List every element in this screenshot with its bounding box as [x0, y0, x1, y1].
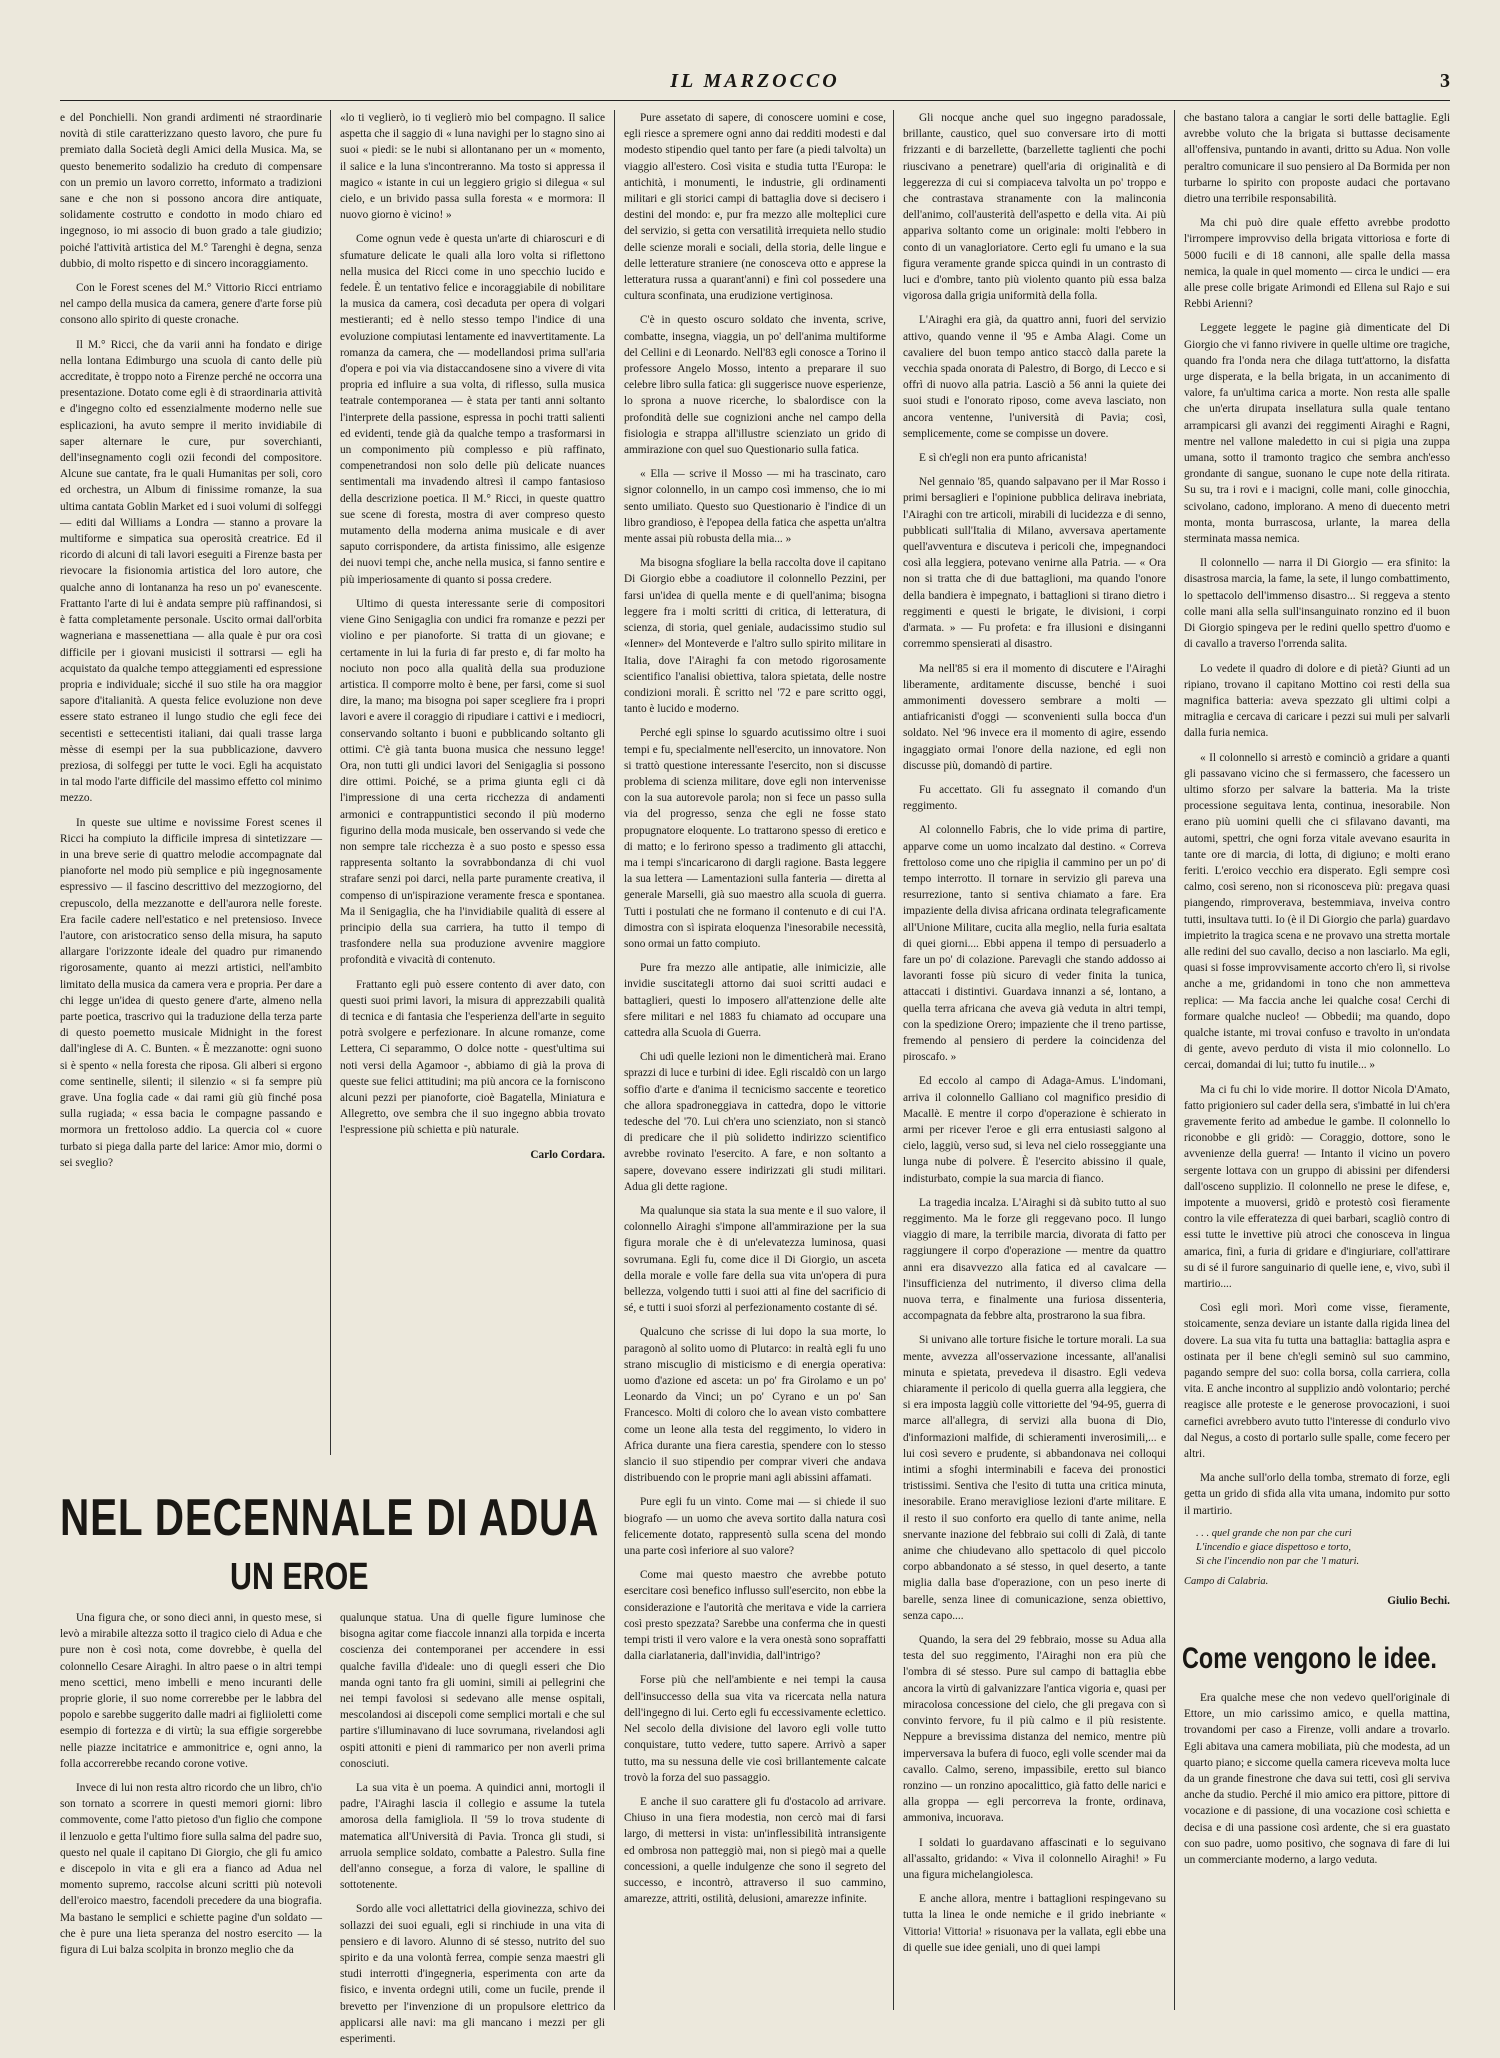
paragraph: Come mai questo maestro che avrebbe potuto esercitare così benefico influsso sull'esercito, non ebbe la considerazione e l'autorità che meritava e vide la carriera così presto spezzata? Sarebbe una conferma che in questi tempi tristi il vero valore e la vera onestà sono sopraffatti dalla ciarlataneria, dall'invidia, dall'intrigo? [624, 1569, 886, 1663]
paragraph: La sua vita è un poema. A quindici anni, mortogli il padre, l'Airaghi lascia il collegio e assume la tutela amorosa della famigliola. Il '59 lo trova studente di matematica all'Università di Pavia. Tronca gli studi, si arruola semplice soldato, combatte a Palestro. Sulla fine dell'anno consegue, a forza di valore, le spalline di sottotenente. [340, 1782, 605, 1892]
paragraph: Si univano alle torture fisiche le torture morali. La sua mente, avvezza all'osservazione incessante, all'analisi minuta e spietata, prevedeva il disastro. Egli vedeva chiaramente il pericolo di quella guerra alla leggiera, che si era imposta laggiù colle vittoriette del '94-95, guerra di marce all'allegra, di servizi alla buona di Dio, d'informazioni malfide, di schieramenti inverosimili,... e lui così severo e prudente, si abbandonava nei colloqui intimi a sfoghi interminabili e faceva dei pronostici tristissimi. Sentiva che l'esito di tutta una critica minuta, inesorabile. Erano meravigliose lezioni d'arte militare. E il resto il suo conforto era quello di tante anime, nella snervante inazione del febbraio sui colli di Zalà, di tante anime che chiudevano allo spettacolo di quel piccolo corpo abbandonato a sé stesso, in quel deserto, a tante miglia dalla base d'operazione, con un peso inerte di barelle, senza linee di comunicazione, senza obiettivo, senza capo.... [903, 1334, 1166, 1622]
paragraph: Ma bisogna sfogliare la bella raccolta dove il capitano Di Giorgio ebbe a coadiutore il colonnello Pezzini, per farsi un'idea di quella mente e di quell'anima; bisogna leggere fra i molti scritti di critica, di letteratura, di scienza, di storia, quel geniale, audacissimo studio sul «Ienner» del Monteverde e l'altro sullo spirito militare in Italia, dove l'Airaghi fa con metodo rigorosamente scientifico l'analisi obiettiva, talora spietata, delle nostre condizioni morali. È scritto nel '72 e pare scritto oggi, tanto è lucido e moderno. [624, 557, 886, 716]
paragraph: Il colonnello — narra il Di Giorgio — era sfinito: la disastrosa marcia, la fame, la sete, il lungo combattimento, lo spettacolo dell'immenso disastro... Si reggeva a stento colle mani alla sella sull'insanguinato ronzino ed il buon Di Giorgio spingeva per le redini quello spettro d'uomo e di cavallo a traverso l'orrenda salita. [1184, 557, 1450, 651]
paragraph: Quando, la sera del 29 febbraio, mosse su Adua alla testa del suo reggimento, l'Airaghi non era più che l'ombra di sé stesso. Pure sul campo di battaglia ebbe ancora la virtù di galvanizzare l'antica vigoria e, quasi per miracolosa concessione del cielo, che gli pregava con sì convinto fervore, fu il più calmo e il più resistente. Neppure a brevissima distanza del nemico, mentre più imperversava la bufera di fuoco, egli volle scender mai da cavallo. Calmo, sereno, impassibile, eretto sul bianco ronzino — un ronzino apocalittico, già fatto delle narici e alla groppa — egli percorreva la fronte, ordinava, ammoniva, incuorava. [903, 1634, 1166, 1825]
verse-line: L'incendio e giace dispettoso e torto, [1196, 1541, 1352, 1553]
paragraph: C'è in questo oscuro soldato che inventa, scrive, combatte, insegna, viaggia, un po' dell'anima multiforme del Cellini e di Leonardo. Nell'83 egli conosce a Torino il professore Angelo Mosso, intento a preparare il suo celebre libro sulla fatica: gli suggerisce nuove esperienze, lo sprona a nuove ricerche, lo sbalordisce con la profondità delle sue cognizioni anche nel campo della fisiologia e strappa all'illustre scienziato un grido di ammirazione con quel suo Questionario sulla fatica. [624, 314, 886, 457]
place-line: Campo di Calabria. [1184, 1575, 1269, 1587]
idee-column [1184, 1690, 1450, 2030]
paragraph: Pure assetato di sapere, di conoscere uomini e cose, egli riesce a spremere ogni anno dai redditi modesti e dal modesto stipendio quel tanto per fare (a piedi talvolta) un viaggio all'estero. Così visita e studia tutta l'Europa: le antichità, i monumenti, le industrie, gli ordinamenti militari e gli storici campi di battaglia dove si decisero i destini del mondo: e, pur fra mezzo alle molteplici cure del servizio, si getta con versatilità irrequieta nello studio delle scienze morali e sociali, della storia, delle lingue e delle letterature straniere (ne conosceva otto e apprese la letteratura russa a quarant'anni) e finì col possedere una cultura sconfinata, una erudizione vertiginosa. [624, 112, 886, 303]
paragraph: E anche il suo carattere gli fu d'ostacolo ad arrivare. Chiuso in una fiera modestia, non cercò mai di farsi largo, di mettersi in vista: un'inflessibilità intransigente ed ombrosa non patteggiò mai, non si piegò mai a quelle concessioni, a quelle indulgenze che sono il segreto del successo, e incontrò, attraverso il suo cammino, amarezze, attriti, ostilità, delusioni, amarezze infinite. [624, 1795, 886, 1906]
paragraph: Pure fra mezzo alle antipatie, alle inimicizie, alle invidie suscitategli attorno dai suoi scritti audaci e battaglieri, questi lo imposero all'attenzione delle alte sfere militari e nel 1883 fu chiamato ad occupare una cattedra alla Scuola di Guerra. [624, 962, 886, 1039]
paragraph: Leggete leggete le pagine già dimenticate del Di Giorgio che vi fanno rivivere in quelle ultime ore tragiche, quando fra l'onda nera che dilaga tutt'attorno, la disfatta urge disperata, e la bella brigata, in un accanimento di valore, fa un'ultima carica a morte. Non resta alle spalle che un'erta dirupata insellatura sulla quale tentano arrampicarsi gli avanzi dei reggimenti Airaghi e Ragni, mentre nel vallone maledetto in cui si pigia una zuppa umana, sotto il tramonto tragico che sembra anch'esso grondante di sangue, suonano le cupe note della ritirata. Su su, tra i rovi e i macigni, colle mani, colle ginocchia, scivolano, cadono, implorano. A meno di duecento metri monta, monta burrascosa, urlante, la marea della sterminata massa nemica. [1184, 322, 1450, 546]
article-column-3 [624, 110, 886, 2000]
paragraph: Il M.° Ricci, che da varii anni ha fondato e dirige nella lontana Edimburgo una scuola di canto delle più accreditate, è troppo noto a Firenze perché ne occorra una presentazione. Dotato come egli è di straordinaria attività e d'ingegno colto ed essenzialmente moderno nelle sue esplicazioni, ha avuto sempre il merito invidiabile di saper alternare le cure, pur soverchianti, dell'insegnamento cogli ozii fecondi del compositore. Alcune sue cantate, fra le quali Humanitas per soli, coro ed orchestra, un Album di finissime romanze, la sua ultima cantata Goblin Market ed i suoi volumi di solfeggi — editi dal Williams a Londra — stanno a provare la multiforme e simpatica sua operosità creatrice. Ed il ricordo di alcuni di tali lavori eseguiti a Firenze basta per rievocare la fisionomia artistica del loro autore, che qualche anno di lontananza ha reso un po' evanescente. Frattanto l'arte di lui è andata sempre più raffinandosi, si è fatta completamente personale. Uscito ormai dall'orbita wagneriana e massenettiana — alla quale è pur ora così difficile per i giovani musicisti il sottrarsi — egli ha acquistato da qualche tempo atteggiamenti ed espressione propria e individuale; sicché il suo stile ha ora maggior sapore d'italianità. A questa felice evoluzione non deve essere stato estraneo il lungo studio che egli fece dei secentisti e settecentisti italiani, dai quali trasse larga mèsse di esempi per la sua pubblicazione, davvero preziosa, di solfeggi per tutte le voci. Egli ha acquistato in tal modo l'arte difficile del massimo effetto col minimo mezzo. [60, 338, 322, 805]
paragraph: Ultimo di questa interessante serie di compositori viene Gino Senigaglia con undici fra romanze e pezzi per violino e per pianoforte. Si tratta di un giovane; e certamente in lui la furia di far presto e, di far molto ha nociuto non poco alla qualità della sua produzione artistica. Il comporre molto è bene, per farsi, come si suol dire, la mano; ma bisogna poi saper scegliere fra i propri lavori e avere il coraggio di ripudiare i cattivi e i mediocri, conservando soltanto i buoni e pubblicando soltanto gli ottimi. C'è già tanta buona musica che nessuno legge! Ora, non tutti gli undici lavori del Senigaglia si possono dire ottimi. Poiché, se a prima giunta egli ci dà l'impressione di una certa ricchezza di andamenti armonici e contrappuntistici secondo il più moderno figurino della moda musicale, ben osservando si vede che non sempre tale ricchezza è a suo posto e spesso essa rappresenta soltanto la sovrabbondanza di chi vuol strafare senzi poi darci, nella parte puramente creativa, il compenso di un'ispirazione veramente fresca e spontanea. Ma il Senigaglia, che ha l'invidiabile qualità di essere al principio della sua carriera, ha tutto il tempo di trasfondere nella sua produzione avvenire maggiore profondità e vivacità di contenuto. [340, 597, 605, 967]
page-number: 3 [1440, 70, 1450, 92]
paragraph: Perché egli spinse lo sguardo acutissimo oltre i suoi tempi e fu, specialmente nell'esercito, un innovatore. Non si trattò questione interessante l'esercito, non si discusse problema di scienza militare, dove egli non intervenisse con la sua autorevole parola; non si fece un passo sulla via del progresso, senza che egli ne fosse stato propugnatore eloquente. Lo trattarono spesso di eretico e di matto; e lo ferirono spesso a tradimento gli attacchi, ma i tempi s'incaricarono di dargli ragione. Basta leggere la sua lettera — Lamentazioni sulla fanteria — diretta al generale Marselli, già suo maestro alla scuola di guerra. Tutti i postulati che ne formano il contenuto e di cui l'A. dimostra con sì ispirata eloquenza l'inesorabile necessità, sono ormai un fatto compiuto. [624, 727, 886, 950]
paragraph: «lo ti veglierò, io ti veglierò mio bel compagno. Il salice aspetta che il saggio di « luna navighi per lo stagno sino ai suoi « piedi: se le nubi si allontanano per un « momento, il salice e la luna s'incontreranno. Ma tosto si appressa il magico « istante in cui un leggiero grigio si dilegua « sul cielo, e un brivido passa sulla foresta « e mormora: Il nuovo giorno è vicino! » [340, 112, 605, 222]
paragraph: Al colonnello Fabris, che lo vide prima di partire, apparve come un uomo incalzato dal destino. « Correva frettoloso come uno che ripiglia il cammino per un po' di tempo interrotto. Il tornare in servizio gli pareva una resurrezione, tanto si sentiva chiamato a fare. Era impaziente della divisa africana ordinata telegraficamente all'Unione Militare, cucita alla meglio, nella furia esaltata di quei giorni.... Ebbi appena il tempo di persuaderlo a fare un po' di colazione. Parevagli che stando addosso ai lavoranti fosse più sicuro di veder finita la tunica, attaccati i distintivi. Guardava innanzi a sé, lontano, a quella terra africana che aveva già veduta in altri tempi, con la spedizione Orero; impaziente che il treno partisse, fremendo al pensiero di perdere la coincidenza del piroscafo. » [903, 824, 1166, 1064]
paragraph: « Il colonnello si arrestò e cominciò a gridare a quanti gli passavano vicino che si fermassero, che facessero un ultimo sforzo per salvare la batteria. Ma la triste processione seguitava lenta, continua, inesorabile. Non erano più uomini quelli che ci sfilavano davanti, ma automi, spettri, che ogni forza vitale avevano esaurita in tante ore di marcia, di lotta, di digiuno; e molti erano feriti. L'eroico vecchio era disperato. Egli sempre così calmo, così sereno, non si riconosceva più: pregava quasi piangendo, rimproverava, bestemmiava, inveiva contro tutti, insultava tutti. Io (è il Di Giorgio che parla) guardavo impietrito la tragica scena e ne provavo una stretta mortale alle redini del suo cavallo, deciso a non lasciarlo. Ma egli, quasi si fosse improvvisamente accorto ch'ero lì, si rivolse anche a me, gridandomi in tono che non ammetteva replica: — Ma faccia anche lei qualche cosa! Cerchi di formare qualche nucleo! — Obbedii; ma quando, dopo qualche istante, mi trovai confuso e travolto in un'ondata di gente, avevo perduto di vista il mio colonnello. Lo cercai, domandai di lui; tutto fu inutile... » [1184, 751, 1450, 1072]
paragraph: Ma nell'85 si era il momento di discutere e l'Airaghi liberamente, arditamente discusse, benché i suoi ammonimenti dovessero sembrare a molti — antiafricanisti d'oggi — sconvenienti sulla bocca d'un soldato. Nel '96 invece era il momento di agire, essendo ingaggiato ormai l'onore della nazione, ed egli non discusse più, domandò di partire. [903, 662, 1166, 772]
column-divider [614, 110, 615, 2010]
paragraph: L'Airaghi era già, da quattro anni, fuori del servizio attivo, quando venne il '95 e Amba Alagi. Come un cavaliere del buon tempo antico staccò dalla parete la vecchia spada onorata di Palestro, di Borgo, di Lecco e si offrì di nuovo alla patria. Lasciò a 56 anni la quiete dei suoi studi e l'onorato riposo, come aveva lasciato, non ancora ventenne, l'università di Pavia; così, semplicemente, come se compisse un dovere. [903, 314, 1166, 440]
verse-line: Sì che l'incendio non par che 'l maturi. [1196, 1555, 1360, 1567]
paragraph: I soldati lo guardavano affascinati e lo seguivano all'assalto, gridando: « Viva il colonnello Airaghi! » Fu una figura michelangiolesca. [903, 1836, 1166, 1881]
headline-sub: UN EROE [230, 1556, 369, 1598]
paragraph: La tragedia incalza. L'Airaghi si dà subito tutto al suo reggimento. Ma le forze gli reggevano poco. Il lungo viaggio di mare, la terribile marcia, divorata di fatto per raggiungere il corpo d'operazione — mentre da quattro anni era disavvezzo alla fatica ed al cavalcare — l'insufficienza del nutrimento, il diverso clima della nuova terra, e finalmente una furiosa dissenteria, accompagnata da febbre alta, prostrarono la sua fibra. [903, 1196, 1166, 1323]
paragraph: e del Ponchielli. Non grandi ardimenti né straordinarie novità di stile caratterizzano questo lavoro, che pure fu premiato dalla Società degli Amici della Musica. Ma, se questo benemerito sodalizio ha creduto di compensare con un premio un lavoro corretto, informato a tradizioni sane e che non si possono ancora dire antiquate, solidamente costrutto e condotto in modo chiaro ed ingegnoso, io mi associo di buon grado a tale giudizio; poiché l'attività artistica del M.° Tarenghi è degna, senza dubbio, di molto rispetto e di sincero incoraggiamento. [60, 112, 322, 270]
paragraph: Ma qualunque sia stata la sua mente e il suo valore, il colonnello Airaghi s'impone all'ammirazione per la sua figura morale che è di un'elevatezza luminosa, quasi sovrumana. Egli fu, come dice il Di Giorgio, un asceta della morale e volle fare della sua vita un'opera di pura bellezza, volgendo tutti i suoi atti al fine del sacrificio di sé, e tutti i suoi sforzi al perfezionamento costante di sé. [624, 1205, 886, 1315]
paragraph: « Ella — scrive il Mosso — mi ha trascinato, caro signor colonnello, in un campo così immenso, che io mi sento umiliato. Questo suo Questionario è l'indice di un libro grandioso, è l'epopea della fatica che aspetta un'altra mente assai più robusta della mia... » [624, 468, 886, 546]
author-signature: Carlo Cordara. [530, 1148, 605, 1161]
paragraph: Nel gennaio '85, quando salpavano per il Mar Rosso i primi bersaglieri e l'opinione pubblica delirava inebriata, l'Airaghi con tre articoli, mirabili di lucidezza e di senno, pubblicati sull'Italia di Milano, avversava apertamente quell'avventura e discuteva i pericoli che, impegnandoci così alla leggiera, potevano venirne alla Patria. — « Ora non si tratta che di due battaglioni, ma quando l'onore della bandiera è impegnato, i battaglioni si tirano dietro i reggimenti e questi le brigate, le divisioni, i corpi d'armata. » — Fu profeta: e fra illusioni e disinganni corremmo spensierati al disastro. [903, 476, 1166, 651]
paragraph: Forse più che nell'ambiente e nei tempi la causa dell'insuccesso della sua vita va ricercata nella natura dell'ingegno di lui. Certo egli fu eccessivamente eclettico. Nel secolo della divisione del lavoro egli volle tutto conquistare, tutto vedere, tutto sapere. Arrivò a saper tutto, ma su nessuna delle vie così brillantemente calcate trovò la forza del suo passaggio. [624, 1674, 886, 1784]
paragraph: Con le Forest scenes del M.° Vittorio Ricci entriamo nel campo della musica da camera, genere d'arte forse più consono allo spirito di queste cronache. [60, 282, 322, 327]
masthead [60, 70, 1450, 110]
headline-idee: Come vengono le idee. [1182, 1642, 1437, 1675]
paragraph: Gli nocque anche quel suo ingegno paradossale, brillante, caustico, quel suo conversare irto di motti frizzanti e di barzellette, (barzellette taglienti che pochi riuscivano a penetrare) quell'aria di originalità e di leggerezza di cui si compiaceva talvolta un po' troppo e che contrastava stranamente con la malinconia dell'animo, coll'austerità dell'aspetto e della vita. Ai più appariva soltanto come un originale: molti l'ebbero in conto di un vanagloriatore. Certo egli fu umano e la sua figura veramente grande spicca quindi in un contrasto di luci e d'ombre, tanto più violento quanto più essa balza vigorosa dalla grigia uniformità della folla. [903, 112, 1166, 303]
paragraph: Era qualche mese che non vedevo quell'originale di Ettore, un mio carissimo amico, e quella mattina, trovandomi per caso a Firenze, volli andare a trovarlo. Egli abitava una camera mobiliata, più che modesta, ad un quarto piano; e siccome quella camera riceveva molta luce da un grande finestrone che dava sui tetti, così gli serviva anche da studio. Perché il mio amico era pittore, pittore di vocazione e di passione, di una vocazione così schietta e decisa e di una passione così ardente, che si era guastato con suo padre, uomo positivo, che sognava di fare di lui un commerciante moderno, a largo veduta. [1184, 1692, 1450, 1867]
paragraph: E sì ch'egli non era punto africanista! [919, 452, 1088, 465]
masthead-rule [60, 100, 1450, 101]
paragraph: Invece di lui non resta altro ricordo che un libro, ch'io son tornato a scorrere in questi memori giorni: libro commovente, come l'atto pietoso d'un figlio che compone il lenzuolo e getta l'ultimo fiore sulla salma del padre suo, questo nel quale il capitano Di Giorgio, che gli fu amico e discepolo in vita e gli era a fianco ad Adua nel momento supremo, raccolse alcuni scritti più notevoli dell'eroico maestro, facendoli precedere da una biografia. Ma bastano le semplici e schiette pagine d'un soldato — che è pure una lieta speranza del nostro esercito — la figura di Lui balza scolpita in bronzo meglio che da [60, 1782, 322, 1957]
paragraph: Ed eccolo al campo di Adaga-Amus. L'indomani, arriva il colonnello Galliano col magnifico presidio di Macallè. E mentre il corpo d'operazione è schierato in armi per ricever l'eroe e gli erra entusiasti salgono al cielo, laggiù, verso sud, si leva nel cielo rosseggiante una lunga nube di polvere. È l'esercito abissino il quale, indisturbato, compie la sua marcia di fianco. [903, 1075, 1166, 1185]
eroe-column-1 [60, 1610, 322, 2030]
paragraph: Ma anche sull'orlo della tomba, stremato di forze, egli getta un grido di sfida alla vita umana, indomito pur sotto il martirio. [1184, 1472, 1450, 1517]
column-divider [330, 110, 331, 1455]
paragraph: Pure egli fu un vinto. Come mai — si chiede il suo biografo — un uomo che aveva sortito dalla natura così felicemente dotato, rappresentò sulla scena del mondo una parte così inferiore al suo valore? [624, 1496, 886, 1558]
column-divider [893, 110, 894, 2010]
paragraph: In queste sue ultime e novissime Forest scenes il Ricci ha compiuto la difficile impresa di sintetizzare — in una breve serie di quattro melodie accompagnate dal pianoforte nel modo più semplice e più ingegnosamente espressivo — il fascino descrittivo del mezzogiorno, del crepuscolo, della mezzanotte e dell'aurora nelle foreste. Era facile cadere nell'estatico e nel pretensioso. Invece l'autore, con aristocratico senso della misura, ha saputo allargare l'orizzonte ideale del quadro pur rimanendo rigorosamente, quanto ai mezzi artistici, nell'ambito limitato della musica da camera vera e propria. Per dare a chi legge un'idea di questo genere d'arte, almeno nella parte poetica, trascrivo qui la traduzione della terza parte di questo poemetto musicale Midnight in the forest dall'inglese di A. C. Bunten. « È mezzanotte: ogni suono si è spento « nella foresta che riposa. Gli alberi si ergono come sentinelle, silenti; il silenzio « si fa sempre più grave. Una foglia cade « dai rami giù giù finché posa sulla rugiada; « essa bacia le compagne passando e mormora un frettoloso addio. La quercia col « cuore turbato si piega dalla parte del larice: Amor mio, dormi o sei sveglio? [60, 816, 322, 1169]
paragraph: Chi udì quelle lezioni non le dimenticherà mai. Erano sprazzi di luce e turbini di idee. Egli riscaldò con un largo soffio d'arte e d'anima il tecnicismo saccente e teoretico che allora spadroneggiava in cattedra, dopo le vittorie tedesche del '70. Lui ch'era uno scienziato, non si stancò di predicare che il più solidetto indirizzo scientifico avrebbe rovinato l'esercito. A fare, e non soltanto a sapere, dovevano essere indirizzati gli studi militari. Adua gli dette ragione. [624, 1051, 886, 1193]
column-divider [1174, 110, 1175, 2010]
paragraph: Qualcuno che scrisse di lui dopo la sua morte, lo paragonò al solito uomo di Plutarco: in realtà egli fu uno strano miscuglio di misticismo e di energia operativa: uomo d'azione ed asceta: un po' fra Girolamo e un po' Leonardo da Vinci; un po' Cyrano e un po' San Francesco. Molti di coloro che lo avean visto combattere come un leone alla testa del reggimento, lo videro in Africa durante una fiera carestia, spendere con lo stesso slancio il suo stipendio per comprar viveri che andava distribuendo con le proprie mani agli abissini affamati. [624, 1326, 886, 1485]
verse-line: . . . quel grande che non par che curi [1196, 1527, 1352, 1539]
paragraph: che bastano talora a cangiar le sorti delle battaglie. Egli avrebbe voluto che la brigata si buttasse decisamente all'offensiva, puntando in avanti, dritto su Adua. Non volle peraltro comunicare il suo pensiero al Da Bormida per non turbarne lo spirito con proposte audaci che portavano dietro una terribile responsabilità. [1184, 112, 1450, 206]
article-column-1 [60, 110, 322, 1450]
newspaper-title: IL MARZOCCO [670, 70, 840, 92]
verse-quote [1196, 1527, 1450, 1569]
paragraph: Fu accettato. Gli fu assegnato il comando d'un reggimento. [903, 783, 1166, 813]
author-signature: Giulio Bechi. [1387, 1594, 1450, 1607]
paragraph: Lo vedete il quadro di dolore e di pietà? Giunti ad un ripiano, trovano il capitano Mottino coi resti della sua magnifica batteria: aveva spezzato gli ultimi colpi a mitraglia e cercava di caricare i pezzi sui muli per salvarli dalla furia nemica. [1184, 662, 1450, 740]
paragraph: qualunque statua. Una di quelle figure luminose che bisogna agitar come fiaccole innanzi alla torpida e incerta coscienza dei contemporanei per accendere in essi qualche favilla d'ideale: uno di quegli esseri che Dio manda ogni tanto fra gli uomini, simili ai pellegrini che nei tempi favolosi si sedevano alle mense ospitali, mescolandosi ai discepoli come semplici mortali e che sul partire s'illuminavano di luce sovrumana, rivelandosi agli ospiti attoniti e pieni di rammarico per non averli prima conosciuti. [340, 1612, 605, 1770]
paragraph: Ma ci fu chi lo vide morire. Il dottor Nicola D'Amato, fatto prigioniero sul cader della sera, s'imbatté in lui ch'era gravemente ferito ad ambedue le gambe. Il colonnello lo riconobbe e gli gridò: — Coraggio, dottore, sono le avvenienze della guerra! — Intanto il vicino un povero sergente lottava con un gruppo di abissini per difendersi dall'osceno supplizio. Il colonnello ne prese le difese, e, impotente a muoversi, gridò e protestò così fieramente contro la vile efferatezza di quei barbari, scagliò contro di essi tutte le invettive più atroci che conosceva in lingua amarica, finì, a furia di gridare e d'ingiuriare, coll'attirare su di sé il furore sanguinario di quelle iene, e, vivo, subì il martirio.... [1184, 1083, 1450, 1291]
headline-main: NEL DECENNALE DI ADUA [60, 1489, 600, 1547]
paragraph: Frattanto egli può essere contento di aver dato, con questi suoi primi lavori, la misura di apprezzabili qualità di tecnica e di fantasia che l'esperienza dell'arte in seguito potrà svolgere e perfezionare. In alcune romanze, come Lettera, Ci separammo, O dolce notte - quest'ultima sui noti versi della Agamoor -, abbiamo di già la prova di queste sue felici attitudini; ma più ancora ce la forniscono alcuni pezzi per pianoforte, cioè Bagatella, Miniatura e Allegretto, ove sembra che il suo ingegno abbia trovato l'espressione più schietta e più naturale. [340, 978, 605, 1137]
eroe-column-2 [340, 1610, 605, 2046]
article-column-5 [1184, 110, 1450, 1620]
paragraph: Così egli morì. Morì come visse, fieramente, stoicamente, senza deviare un istante dalla rigida linea del dovere. La sua vita fu tutta una battaglia: battaglia aspra e ostinata per il bene ch'egli seminò sul suo cammino, pagando sempre del suo: colla borsa, colla carriera, colla vita. E anche incontro al supplizio andò volontario; perché reagisce alle proteste e le generose provocazioni, i suoi carnefici avrebbero avuto tutto l'interesse di condurlo vivo dal Negus, a costo di portarlo sulle spalle, come fecero per altri. [1184, 1302, 1450, 1461]
paragraph: Una figura che, or sono dieci anni, in questo mese, si levò a mirabile altezza sotto il tragico cielo di Adua e che pure non è così nota, come dovrebbe, è quella del colonnello Cesare Airaghi. In altro paese o in altri tempi meno scettici, meno imbelli e meno incuranti delle proprie glorie, il suo nome correrebbe per le labbra del popolo e sarebbe suggerito dalle madri ai figliioletti come esempio di fortezza e di virtù; la sua effigie sorgerebbe nelle piazze incitatrice e ammonitrice e, ogni anno, la folla accorrerebbe recando corone votive. [60, 1612, 322, 1770]
paragraph: Sordo alle voci allettatrici della giovinezza, schivo dei sollazzi dei suoi eguali, egli si rinchiude in una vita di pensiero e di lavoro. Alunno di sé stesso, nutrito del suo spirito e da una volontà ferrea, compie senza maestri gli studi interrotti d'ingegneria, esperimenta con arte da fisico, e inventa ordegni utili, come un fucile, prende il brevetto per l'invenzione di un propulsore elettrico da applicarsi alle navi: ma gli mancano i mezzi per gli esperimenti. [340, 1903, 605, 2046]
article-column-4 [903, 110, 1166, 2000]
paragraph: Come ognun vede è questa un'arte di chiaroscuri e di sfumature delicate le quali alla loro volta si riflettono nella musica del Ricci come in uno specchio lucido e fedele. È un tentativo felice e incoraggiabile di nobilitare la musica da camera, così decaduta per opera di volgari mestieranti; ed è nello stesso tempo l'indice di una evoluzione compiutasi lentamente ed inavvertitamente. La romanza da camera, che — modellandosi prima sull'aria d'opera e poi via via distaccandosene sino a vivere di vita propria ed influire a sua volta, di riflesso, sulla musica teatrale contemporanea — è stata per tanti anni soltanto l'interprete della passione, espressa in pochi tratti salienti ed evidenti, tende già da qualche tempo a trasformarsi in un componimento più complesso e più raffinato, compenetrandosi non solo delle più delicate nuances sentimentali ma invadendo altresì il campo fantasioso della descrizione poetica. Il M.° Ricci, in queste quattro sue scene di foresta, mostra di aver compreso questo mutamento della moderna anima musicale e di aver saputo corrispondere, da artista finissimo, alle esigenze dei nuovi tempi che, anche nella musica, si fanno sentire e più imperiosamente di quanto si possa credere. [340, 233, 605, 586]
article-column-2 [340, 110, 605, 1450]
paragraph: E anche allora, mentre i battaglioni respingevano su tutta la linea le onde nemiche e il grido inebriante « Vittoria! Vittoria! » risuonava per la vallata, egli ebbe una di quelle sue idee geniali, uno di quei lampi [903, 1893, 1166, 1954]
paragraph: Ma chi può dire quale effetto avrebbe prodotto l'irrompere improvviso della brigata vittoriosa e forte di 5000 fucili e di 18 cannoni, alle spalle della massa nemica, la quale in quel momento — circa le undici — era alle prese colle brigate Arimondi ed Ellena sul Rajo e sui Rebbi Arienni? [1184, 217, 1450, 311]
